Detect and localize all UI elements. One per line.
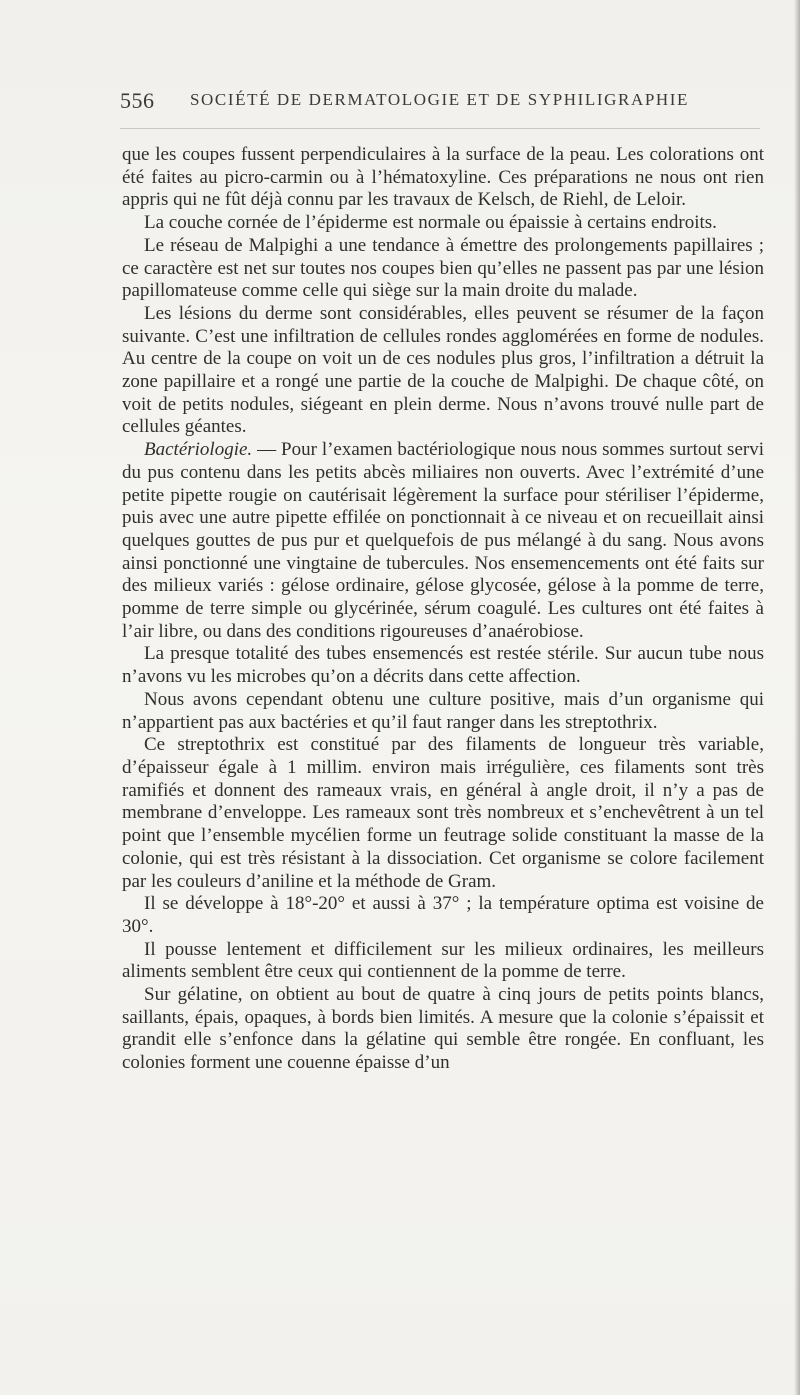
paragraph-8: Ce streptothrix est constitué par des filaments de longueur très variable, d’épaisseur égale à 1 millim. environ mais irrégulière, ces filaments sont très ramifiés et donnent des rameaux vrais, en général à angle droit, il n’y a pas de membrane d’enveloppe. Les rameaux sont très nombreux et s’enchevêtrent à un tel point que l’ensemble mycélien forme un feutrage solide constituant la masse de la colonie, qui est très résistant à la dissociation. Cet organisme se colore facilement par les couleurs d’aniline et la méthode de Gram. xyxy=(122,734,764,892)
header-rule xyxy=(120,128,760,129)
running-title: SOCIÉTÉ DE DERMATOLOGIE ET DE SYPHILIGRAPHIE xyxy=(190,90,690,109)
paragraph-10: Il pousse lentement et difficilement sur les milieux ordinaires, les meilleurs aliments semblent être ceux qui contiennent de la pomme de terre. xyxy=(122,938,764,983)
paragraph-4: Les lésions du derme sont considérables, elles peuvent se résumer de la façon suivante. C’est une infiltration de cellules rondes agglomérées en forme de nodules. Au centre de la coupe on voit un de ces nodules plus gros, l’infiltration a détruit la zone papillaire et a rongé une partie de la couche de Malpighi. De chaque côté, on voit de petits nodules, siégeant en plein derme. Nous n’avons trouvé nulle part de cellules géantes. xyxy=(122,302,764,438)
page-edge-shadow xyxy=(794,0,800,1395)
paragraph-3: Le réseau de Malpighi a une tendance à émettre des prolongements papillaires ; ce caractère est net sur toutes nos coupes bien qu’elles ne passent pas par une lésion papillomateuse comme celle qui siège sur la main droite du malade. xyxy=(122,234,764,302)
paragraph-5 xyxy=(122,439,764,643)
paragraph-11: Sur gélatine, on obtient au bout de quatre à cinq jours de petits points blancs, saillants, épais, opaques, à bords bien limités. A mesure que la colonie s’épaissit et grandit elle s’enfonce dans la gélatine qui semble être rongée. En confluant, les colonies forment une couenne épaisse d’un xyxy=(122,984,764,1074)
page-header xyxy=(120,88,760,118)
body-text xyxy=(122,144,764,1075)
paragraph-6: La presque totalité des tubes ensemencés est restée stérile. Sur aucun tube nous n’avons vu les microbes qu’on a décrits dans cette affection. xyxy=(122,643,764,688)
paragraph-7: Nous avons cependant obtenu une culture positive, mais d’un organisme qui n’appartient pas aux bactéries et qu’il faut ranger dans les streptothrix. xyxy=(122,688,764,733)
paragraph-5-text: — Pour l’examen bactériologique nous nous sommes surtout servi du pus contenu dans les petits abcès miliaires non ouverts. Avec l’extrémité d’une petite pipette rougie on cautérisait légèrement la surface pour stériliser l’épiderme, puis avec une autre pipette effilée on ponctionnait à ce niveau et on recueillait ainsi quelques gouttes de pus pur et quelquefois de pus mélangé à du sang. Nous avons ainsi ponctionné une vingtaine de tubercules. Nos ensemencements ont été faits sur des milieux variés : gélose ordinaire, gélose glycosée, gélose à la pomme de terre, pomme de terre simple ou glycérinée, sérum coagulé. Les cultures ont été faites à l’air libre, ou dans des conditions rigoureuses d’anaérobiose. xyxy=(122,439,764,642)
paragraph-1: que les coupes fussent perpendiculaires à la surface de la peau. Les colorations ont été faites au picro-carmin ou à l’hématoxyline. Ces préparations ne nous ont rien appris qui ne fût déjà connu par les travaux de Kelsch, de Riehl, de Leloir. xyxy=(122,144,764,211)
page-number: 556 xyxy=(120,88,155,113)
section-lead-bacteriologie: Bactériologie. xyxy=(144,439,253,461)
paragraph-9: Il se développe à 18°-20° et aussi à 37° ; la température optima est voisine de 30°. xyxy=(122,893,764,937)
paragraph-2: La couche cornée de l’épiderme est normale ou épaissie à certains endroits. xyxy=(144,212,717,234)
